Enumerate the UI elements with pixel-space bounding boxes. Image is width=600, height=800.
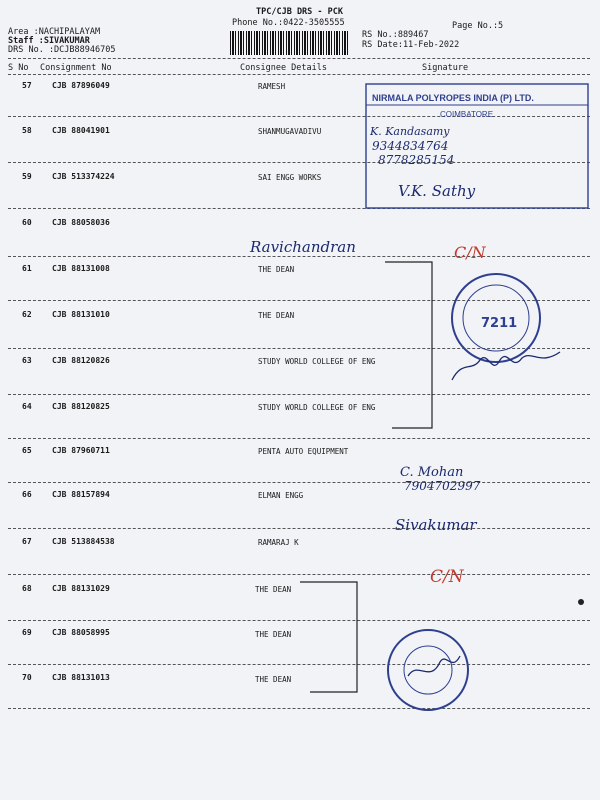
sig58-phone2: 8778285154: [378, 153, 455, 167]
bracket-rows-68-70: [300, 582, 357, 692]
consignment-no: CJB 88131010: [52, 310, 110, 319]
page-number: Page No.:5: [452, 21, 504, 31]
sno: 64: [22, 402, 32, 411]
rs-number: RS No.:889467: [362, 30, 429, 40]
sig60-name: Ravichandran: [250, 238, 356, 256]
consignment-no: CJB 88058995: [52, 628, 110, 637]
dean-signature-scribble: [452, 352, 560, 380]
institute-stamp: [388, 630, 468, 710]
consignee: RAMARAJ K: [258, 538, 299, 547]
sno: 65: [22, 446, 32, 455]
consignment-no: CJB 88058036: [52, 218, 110, 227]
consignee: THE DEAN: [258, 265, 295, 274]
sno: 70: [22, 673, 32, 682]
nirmala-line2: COIMBATORE: [440, 110, 494, 119]
sno: 60: [22, 218, 32, 227]
sno: 69: [22, 628, 32, 637]
sno: 67: [22, 537, 32, 546]
sig65-name: C. Mohan: [400, 465, 464, 480]
sno: 59: [22, 172, 32, 181]
consignment-no: CJB 513374224: [52, 172, 115, 181]
consignment-no: CJB 88041901: [52, 126, 110, 135]
consignee: RAMESH: [258, 82, 286, 91]
consignment-no: CJB 513884538: [52, 537, 115, 546]
consignment-no: CJB 88120826: [52, 356, 110, 365]
sig65-phone: 7904702997: [404, 479, 481, 493]
consignee: STUDY WORLD COLLEGE OF ENG: [258, 403, 376, 412]
consignment-no: CJB 88131008: [52, 264, 110, 273]
drs-number: DRS No. :DCJB88946705: [8, 45, 116, 55]
bracket-rows-61-64: [385, 262, 432, 428]
consignee: THE DEAN: [255, 630, 292, 639]
sno: 61: [22, 264, 32, 273]
consignment-no: CJB 87960711: [52, 446, 110, 455]
sno: 57: [22, 81, 32, 90]
col-consignment: Consignment No: [40, 63, 112, 73]
sig59-signature: V.K. Sathy: [398, 182, 476, 200]
sno: 68: [22, 584, 32, 593]
rs-date: RS Date:11-Feb-2022: [362, 40, 460, 50]
consignee: ELMAN ENGG: [258, 491, 304, 500]
sig58-name: K. Kandasamy: [370, 125, 450, 138]
sno: 66: [22, 490, 32, 499]
stamp-number: 7211: [481, 316, 518, 331]
punch-hole: [578, 599, 584, 605]
col-signature: Signature: [422, 63, 469, 73]
cin-mark-1: C/N: [454, 243, 486, 262]
consignee: SHANMUGAVADIVU: [258, 127, 322, 136]
consignee: THE DEAN: [258, 311, 295, 320]
sno: 62: [22, 310, 32, 319]
consignee: STUDY WORLD COLLEGE OF ENG: [258, 357, 376, 366]
col-sno: S No: [8, 63, 29, 73]
college-stamp: [452, 274, 540, 362]
nirmala-line1: NIRMALA POLYROPES INDIA (P) LTD.: [372, 93, 534, 103]
col-consignee: Consignee Details: [240, 63, 327, 73]
document-title: TPC/CJB DRS - PCK: [256, 7, 343, 17]
consignee: PENTA AUTO EQUIPMENT: [258, 447, 349, 456]
consignee: THE DEAN: [255, 585, 292, 594]
sig58-phone1: 9344834764: [372, 139, 449, 153]
area-label: Area :NACHIPALAYAM: [8, 27, 101, 37]
consignment-no: CJB 88131029: [52, 584, 110, 593]
staff-label: Staff :SIVAKUMAR: [8, 36, 90, 46]
sno: 58: [22, 126, 32, 135]
sig67-signature: Sivakumar: [395, 516, 477, 534]
phone-number: Phone No.:0422-3505555: [232, 18, 345, 28]
consignee: SAI ENGG WORKS: [258, 173, 322, 182]
consignment-no: CJB 87896049: [52, 81, 110, 90]
consignee: THE DEAN: [255, 675, 292, 684]
sno: 63: [22, 356, 32, 365]
consignment-no: CJB 88120825: [52, 402, 110, 411]
cin-mark-2: C/N: [430, 567, 464, 587]
consignment-no: CJB 88131013: [52, 673, 110, 682]
consignment-no: CJB 88157894: [52, 490, 110, 499]
